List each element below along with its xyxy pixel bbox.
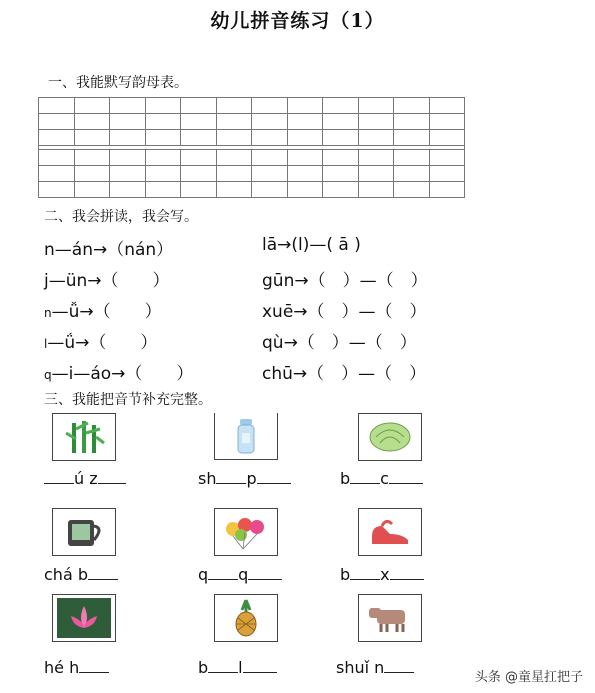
section1-heading: 一、我能默写韵母表。	[48, 75, 188, 91]
initial: n	[44, 306, 52, 320]
page-title: 幼儿拼音练习（1）	[210, 10, 385, 32]
syllable-blank: ú z	[44, 469, 126, 488]
syllable-blank: q q	[198, 565, 282, 584]
bamboo-icon	[52, 413, 116, 461]
section3-heading: 三、我能把音节补充完整。	[44, 392, 212, 408]
section2-heading: 二、我会拼读，我会写。	[44, 209, 198, 225]
initial: l	[44, 337, 48, 351]
spell-row-right: qù→（ ）—（ ）	[262, 333, 417, 353]
syllable-blank: b l	[198, 658, 277, 677]
syllable-blank: sh p	[198, 469, 291, 488]
answer: （ ）	[89, 333, 158, 353]
initial: n	[44, 240, 55, 260]
spell-row-left	[44, 266, 170, 291]
spell-row-left	[44, 328, 157, 353]
answer: （nán）	[107, 240, 174, 260]
answer: （ ）	[101, 271, 170, 291]
spell-chain: —i—áo→	[51, 364, 126, 384]
balloons-icon	[214, 508, 278, 556]
teacup-icon	[52, 508, 116, 556]
spell-row-right: lā→(l)—( ā )	[262, 235, 361, 255]
cow-icon	[358, 594, 422, 642]
spell-chain: —ün→	[48, 271, 102, 291]
spell-chain: —ǚ→	[51, 302, 94, 322]
shoe-icon	[358, 508, 422, 556]
spell-row-left	[44, 297, 162, 322]
answer: （ ）	[93, 302, 162, 322]
spell-row-right: gūn→（ ）—（ ）	[262, 271, 428, 291]
thermos-icon	[214, 413, 278, 460]
lotus-icon	[52, 594, 116, 642]
spell-chain: —án→	[54, 240, 108, 260]
spell-row-right: chū→（ ）—（ ）	[262, 364, 427, 384]
initial: j	[44, 271, 49, 291]
watermark: 头条 @童星扛把子	[471, 664, 587, 687]
syllable-blank: b x	[340, 565, 424, 584]
spell-row-right: xuē→（ ）—（ ）	[262, 302, 427, 322]
spell-row-left	[44, 359, 193, 384]
spell-row-left	[44, 235, 173, 260]
answer: （ ）	[125, 364, 194, 384]
cabbage-icon	[358, 413, 422, 461]
spell-chain: —ǘ→	[47, 333, 90, 353]
syllable-blank: chá b	[44, 565, 118, 584]
syllable-blank: shuǐ n	[336, 658, 414, 677]
writing-grid	[38, 97, 465, 198]
initial: q	[44, 368, 52, 382]
syllable-blank: hé h	[44, 658, 109, 677]
syllable-blank: b c	[340, 469, 423, 488]
pineapple-icon	[214, 594, 278, 642]
